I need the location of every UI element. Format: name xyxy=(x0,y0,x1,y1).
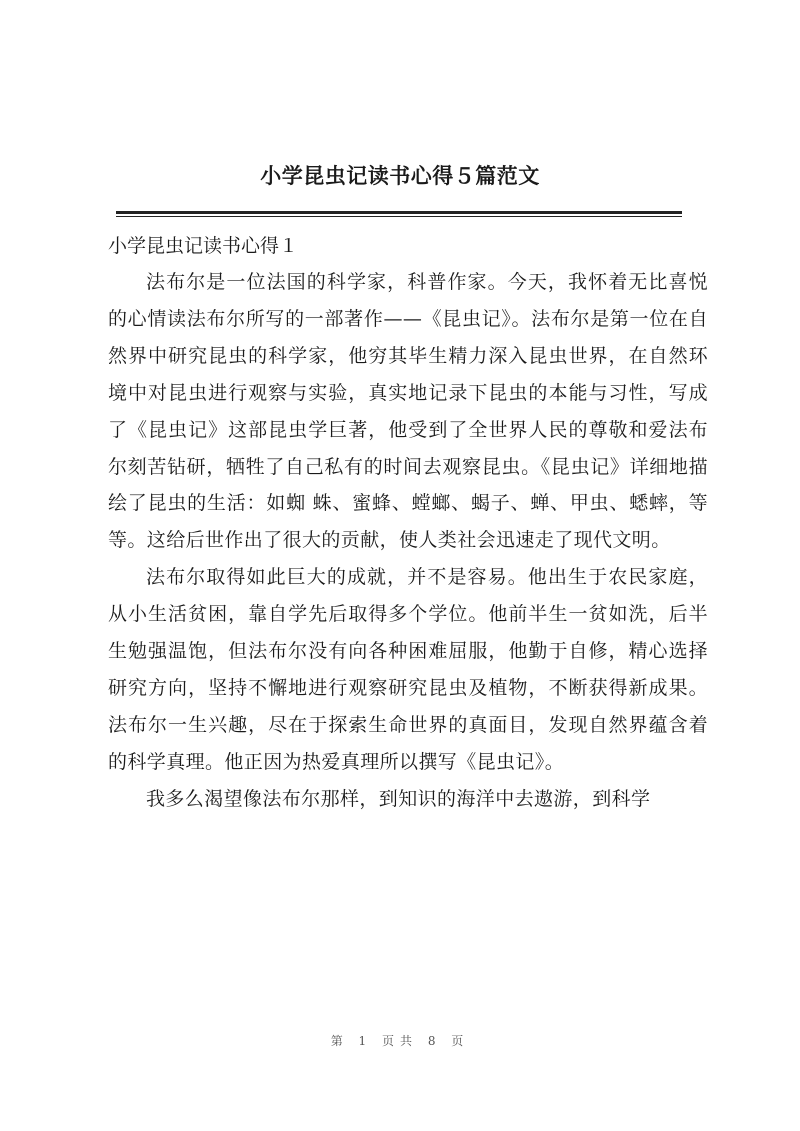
section-heading: 小学昆虫记读书心得１ xyxy=(108,235,299,257)
paragraph-2: 法布尔取得如此巨大的成就，并不是容易。他出生于农民家庭，从小生活贫困，靠自学先后取得多个学位。他前半生一贫如洗，后半生勉强温饱，但法布尔没有向各种困难屈服，他勤于自修，精心选择研究方向，坚持不懈地进行观察研究昆虫及植物，不断获得新成果。法布尔一生兴趣，尽在于探索生命世界的真面目，发现自然界蕴含着的科学真理。他正因为热爱真理所以撰写《昆虫记》。 xyxy=(108,566,708,773)
title-divider-thin xyxy=(116,216,682,217)
document-body xyxy=(108,228,708,818)
paragraph-3: 我多么渴望像法布尔那样，到知识的海洋中去遨游，到科学 xyxy=(146,787,651,810)
page-footer: 第 1 页共 8 页 xyxy=(330,1034,470,1048)
paragraph-1: 法布尔是一位法国的科学家，科普作家。今天，我怀着无比喜悦的心情读法布尔所写的一部著作——《昆虫记》。法布尔是第一位在自然界中研究昆虫的科学家，他穷其毕生精力深入昆虫世界，在自然环境中对昆虫进行观察与实验，真实地记录下昆虫的本能与习性，写成了《昆虫记》这部昆虫学巨著，他受到了全世界人民的尊敬和爱法布尔刻苦钻研，牺牲了自己私有的时间去观察昆虫。《昆虫记》详细地描绘了昆虫的生活：如蜘 蛛、蜜蜂、螳螂、蝎子、蝉、甲虫、蟋蟀，等等。这给后世作出了很大的贡献，使人类社会迅速走了现代文明。 xyxy=(108,271,708,552)
document-title: 小学昆虫记读书心得５篇范文 xyxy=(260,163,540,188)
title-divider-thick xyxy=(116,211,682,214)
